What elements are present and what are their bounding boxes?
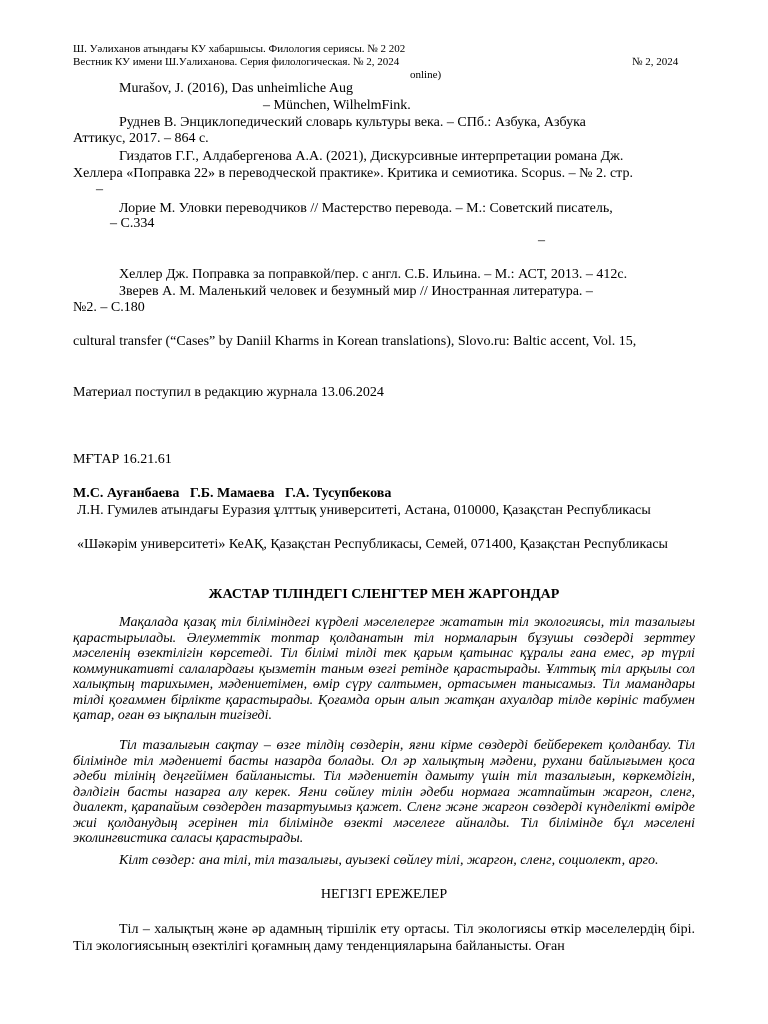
article-title: ЖАСТАР ТІЛІНДЕГІ СЛЕНГТЕР МЕН ЖАРГОНДАР <box>208 587 560 602</box>
affiliation-1: Л.Н. Гумилев атындағы Еуразия ұлттық университеті, Астана, 010000, Қазақстан Республикасы <box>77 503 651 518</box>
abstract-paragraph-1: Мақалада қазақ тіл біліміндегі күрделі мәселелерге жататын тіл экологиясы, тіл тазалығы қарастырылады. Әлеуметтік топтар қолданатын тіл нормаларын бұзушы сөздерді зерттеу мәселенің өзектілігін көрсетеді. Тіл білімі тілді тек қарым қатынас құралы ғана емес, әр түрлі коммуникативті салалардағы қызметін таным өзегі ретінде қарастырады. Ұлттық тіл арқылы сол халықтың тарихымен, мәдениетімен, өмір сүру салтымен, ортасымен танысамыз. Тіл мамандары тілді қоғаммен бірлікте қарастырады. Қоғамда орын алып жатқан ахуалдар тілде көрініс табумен қатар, оған өз ықпалын тигізеді. <box>73 615 695 723</box>
body-paragraph-1: Тіл – халықтың және әр адамның тіршілік ету ортасы. Тіл экологиясы өткір мәселелердің бірі. Тіл экологиясының өзектілігі қоғамның даму тенденцияларына байланысты. Оған <box>73 922 695 954</box>
reference-1-line-1: Murašov, J. (2016), Das unheimliche Aug <box>119 81 353 96</box>
reference-2-line-1: Руднев В. Энциклопедический словарь культуры века. – СПб.: Азбука, Азбука <box>119 115 586 130</box>
reference-3-dash: – <box>96 182 103 197</box>
reference-3-line-2: Хеллера «Поправка 22» в переводческой практике». Критика и семиотика. Scopus. – № 2. стр. <box>73 166 633 181</box>
article-code: МҒТАР 16.21.61 <box>73 452 172 467</box>
reference-3-line-1: Гиздатов Г.Г., Алдабергенова А.А. (2021), Дискурсивные интерпретации романа Дж. <box>119 149 624 164</box>
reference-4-line-2: – С.334 <box>110 216 155 231</box>
journal-header-kazakh: Ш. Уәлиханов атындағы КУ хабаршысы. Филология сериясы. № 2 202 <box>73 43 406 55</box>
affiliation-2: «Шәкәрім университеті» КеАҚ, Қазақстан Республикасы, Семей, 071400, Қазақстан Республикасы <box>77 537 668 552</box>
journal-header-russian: Вестник КУ имени Ш.Уалиханова. Серия филологическая. № 2, 2024 <box>73 56 400 68</box>
header-online: online) <box>410 69 442 81</box>
reference-6-line-2: №2. – С.180 <box>73 300 145 315</box>
keywords: Кілт сөздер: ана тілі, тіл тазалығы, ауызекі сөйлеу тілі, жаргон, сленг, социолект, арго. <box>119 853 659 868</box>
article-authors: М.С. Ауғанбаева Г.Б. Мамаева Г.А. Тусупбекова <box>73 486 392 501</box>
reference-4-line-1: Лорие М. Уловки переводчиков // Мастерство перевода. – М.: Советский писатель, <box>119 201 613 216</box>
received-date: Материал поступил в редакцию журнала 13.06.2024 <box>73 385 384 400</box>
reference-4-dash: – <box>538 233 545 248</box>
section-title: НЕГІЗГІ ЕРЕЖЕЛЕР <box>320 887 448 902</box>
reference-7: cultural transfer (“Cases” by Daniil Kharms in Korean translations), Slovo.ru: Baltic accent, Vol. 15, <box>73 334 637 349</box>
reference-2-line-2: Аттикус, 2017. – 864 с. <box>73 131 209 146</box>
reference-1-line-2: – München, WilhelmFink. <box>263 98 411 113</box>
reference-6-line-1: Зверев А. М. Маленький человек и безумный мир // Иностранная литература. – <box>119 284 593 299</box>
reference-5: Хеллер Дж. Поправка за поправкой/пер. с англ. С.Б. Ильина. – М.: АСТ, 2013. – 412с. <box>119 267 628 282</box>
abstract-paragraph-2: Тіл тазалығын сақтау – өзге тілдің сөздерін, яғни кірме сөздерді бейберекет қолданбау. Тіл білімінде тіл мәдениеті басты назарда болады. Ол әр халықтың мәдени, рухани байлығымен қоса әдеби тілінің деңгейімен байланысты. Тіл мәдениетін дамыту үшін тіл тазалығын, көркемдігін, дәлдігін басты назарға алу керек. Яғни сөйлеу тілін әдеби нормаға жатпайтын жаргон, сленг, диалект, қарапайым сөздерден тазартуымыз қажет. Сленг және жаргон сөздерді күнделікті өмірде жиі қолданудың әсерінен тіл білімінде өзекті мәселеге айналды. Тіл білімінде бұл мәселені эколингвистика саласы қарастырады. <box>73 738 695 846</box>
issue-number: № 2, 2024 <box>632 56 679 68</box>
